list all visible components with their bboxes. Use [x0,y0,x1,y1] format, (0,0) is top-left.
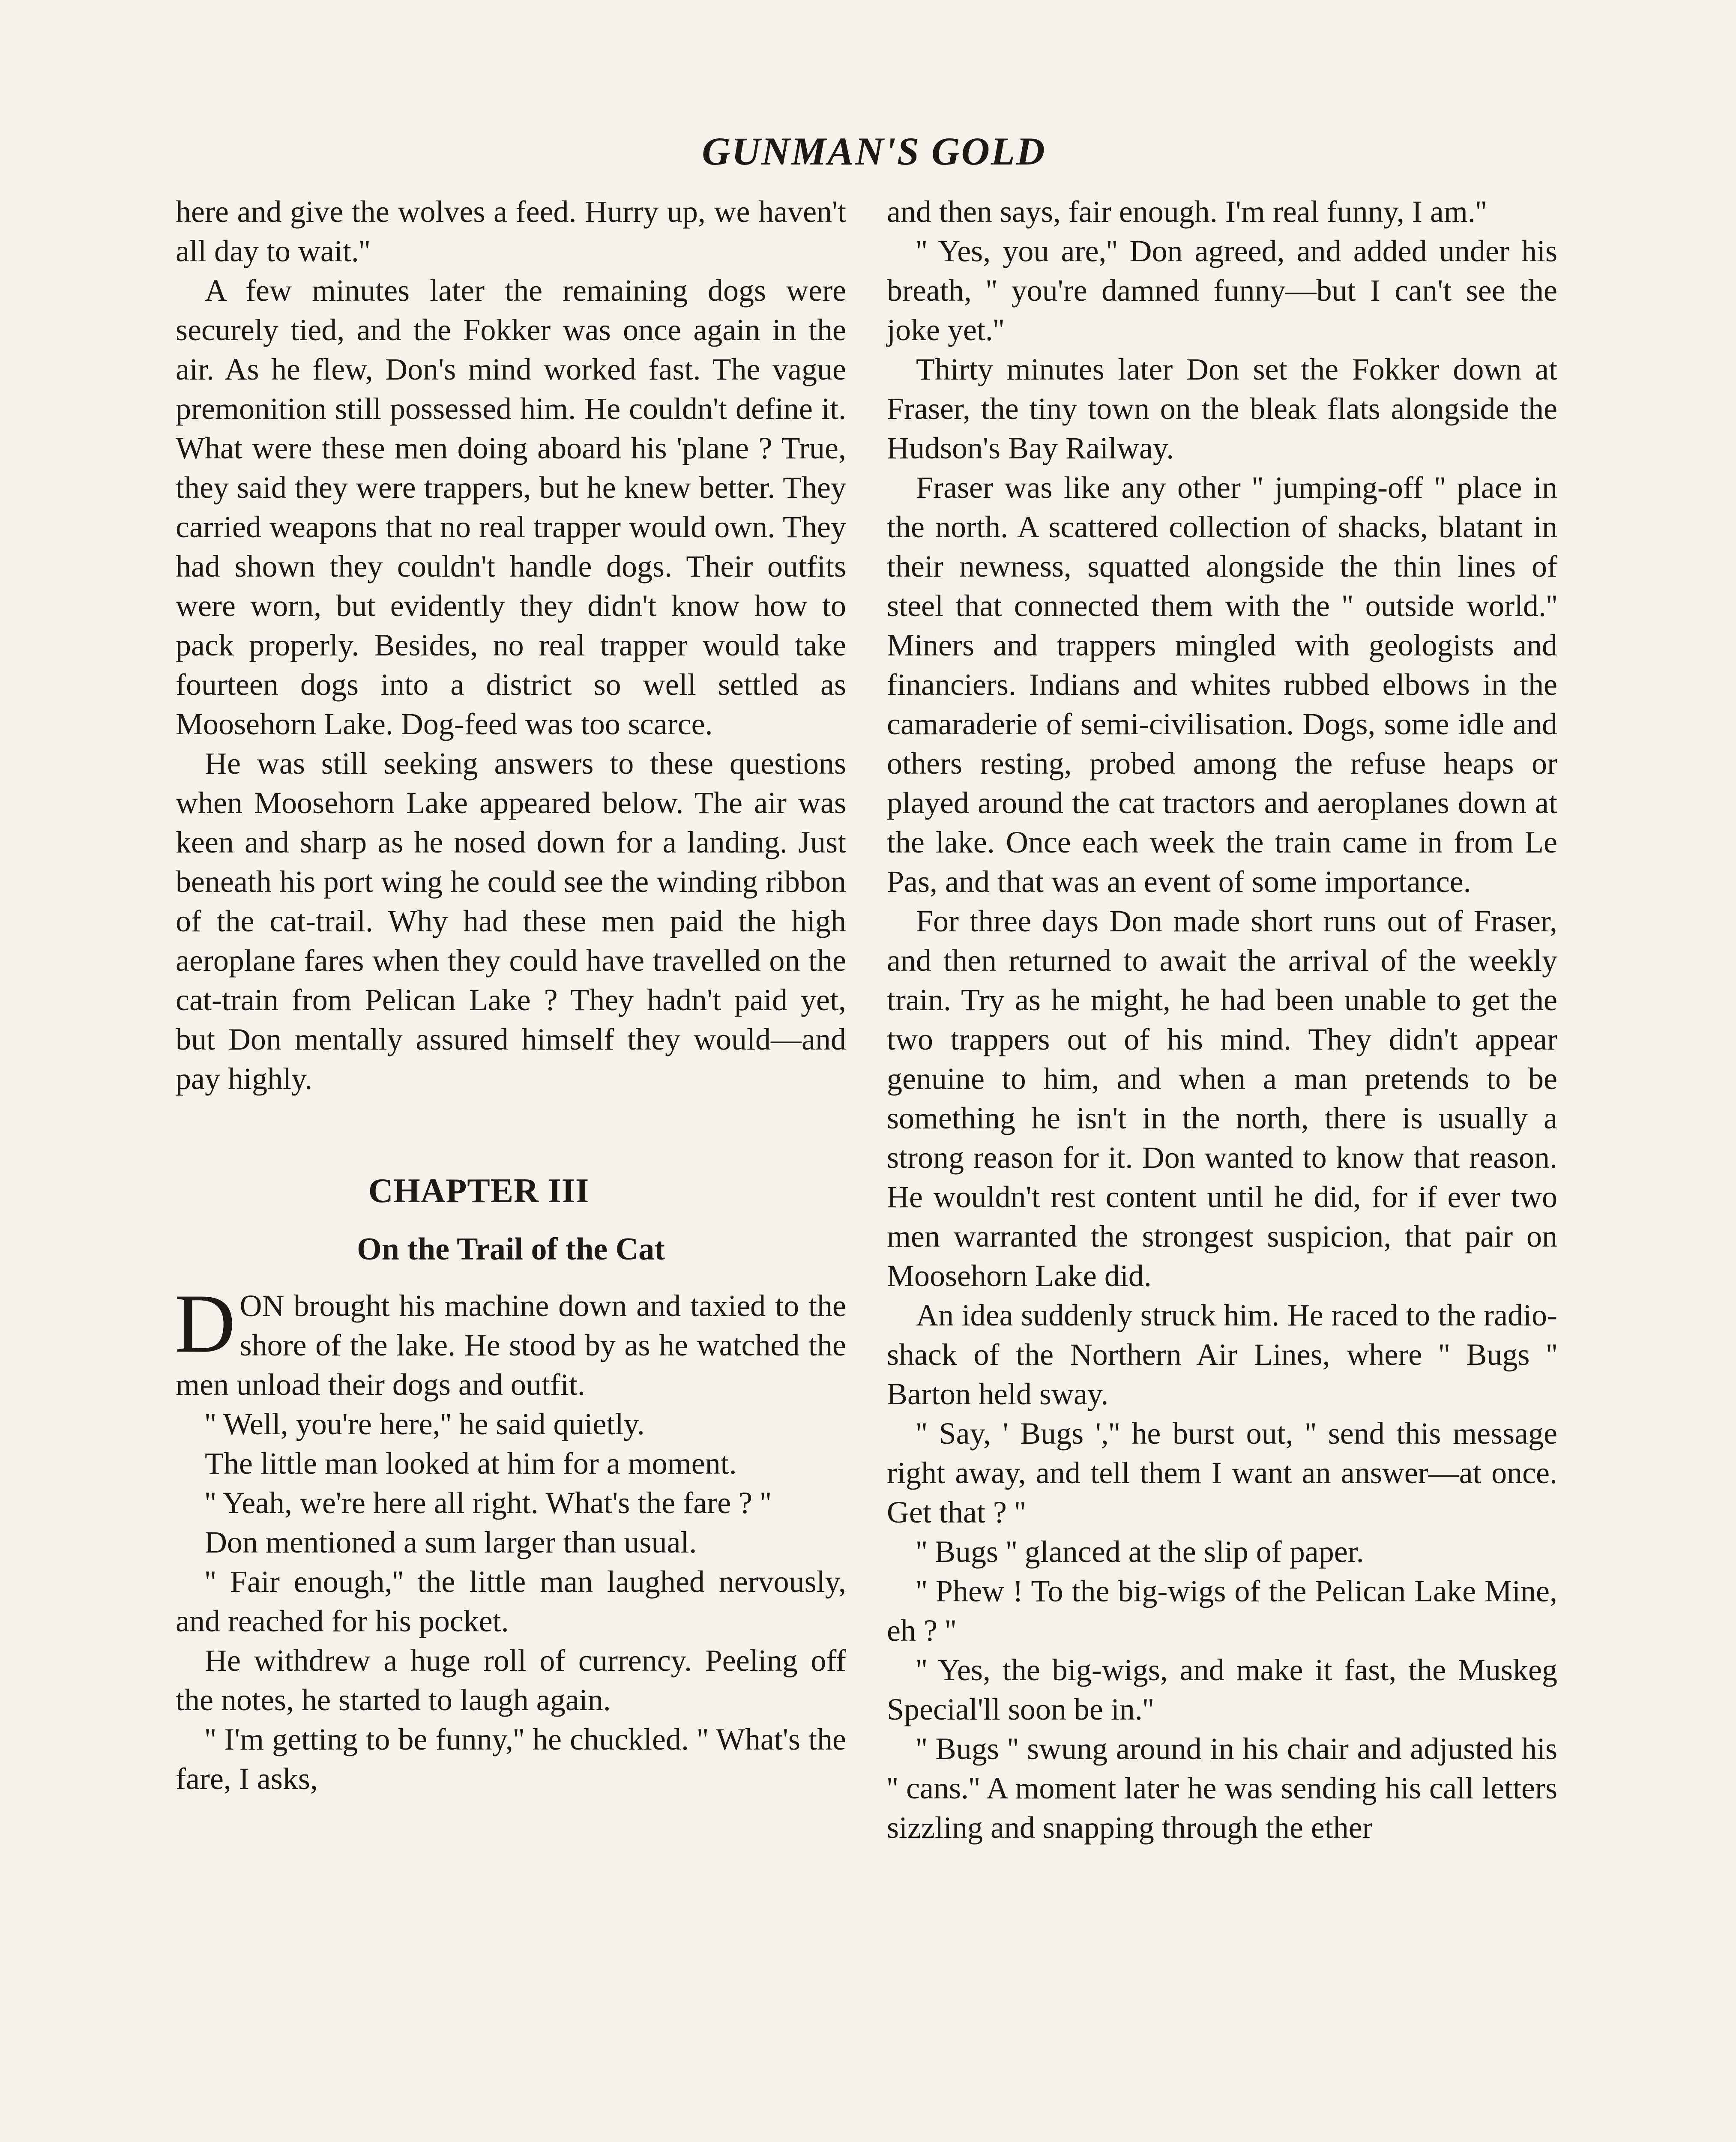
paragraph: '' Bugs '' glanced at the slip of paper. [916,1535,1364,1569]
paragraph: Don mentioned a sum larger than usual. [205,1525,697,1559]
paragraph: He withdrew a huge roll of currency. Peeling off the notes, he started to laugh again. [176,1643,846,1717]
paragraph: The little man looked at him for a moment. [205,1446,737,1481]
paragraph-text: ON brought his machine down and taxied to the shore of the lake. He stood by as he watched the men unload their dogs and outfit. [176,1289,846,1402]
paragraph: '' Yes, the big-wigs, and make it fast, the Muskeg Special'll soon be in.'' [887,1653,1557,1726]
running-head: GUNMAN'S GOLD [702,129,1046,173]
paragraph: Thirty minutes later Don set the Fokker down at Fraser, the tiny town on the bleak flats alongside the Hudson's Bay Railway. [887,352,1557,465]
right-column [887,192,1557,1847]
paragraph: '' Fair enough,'' the little man laughed nervously, and reached for his pocket. [176,1565,846,1638]
chapter-heading: CHAPTER III [368,1172,590,1210]
paragraph: For three days Don made short runs out of Fraser, and then returned to await the arrival of the weekly train. Try as he might, he had been unable to get the two trappers out of his mind. They didn't appear genuine to him, and when a man pretends to be something he isn't in the north, there is usually a strong reason for it. Don wanted to know that reason. He wouldn't rest content until he did, for if ever two men warranted the strongest suspicion, that pair on Moosehorn Lake did. [887,904,1557,1293]
paragraph: An idea suddenly struck him. He raced to the radio-shack of the Northern Air Lines, where '' Bugs '' Barton held sway. [887,1298,1557,1411]
paragraph: '' Phew ! To the big-wigs of the Pelican Lake Mine, eh ? '' [887,1574,1557,1648]
paragraph: '' Yeah, we're here all right. What's the fare ? '' [205,1486,772,1520]
paragraph: here and give the wolves a feed. Hurry up, we haven't all day to wait.'' [176,194,846,268]
paragraph: '' I'm getting to be funny,'' he chuckled. '' What's the fare, I asks, [176,1722,846,1796]
paragraph: Fraser was like any other '' jumping-off '' place in the north. A scattered collection of shacks, blatant in their newness, squatted alongside the thin lines of steel that connected them with the '' outside world.'' Miners and trappers mingled with geologists and financiers. Indians and whites rubbed elbows in the camaraderie of semi-civilisation. Dogs, some idle and others resting, probed among the refuse heaps or played around the cat tractors and aeroplanes down at the lake. Once each week the train came in from Le Pas, and that was an event of some importance. [887,470,1557,899]
chapter-subtitle: On the Trail of the Cat [357,1232,665,1267]
left-column [176,192,846,1798]
drop-cap: D [175,1277,236,1370]
paragraph: '' Bugs '' swung around in his chair and adjusted his '' cans.'' A moment later he was sending his call letters sizzling and snapping through the ether [887,1732,1557,1845]
paragraph: '' Well, you're here,'' he said quietly. [205,1407,645,1441]
paragraph: '' Yes, you are,'' Don agreed, and added under his breath, '' you're damned funny—but I can't see the joke yet.'' [887,234,1557,347]
paragraph: '' Say, ' Bugs ','' he burst out, '' send this message right away, and tell them I want an answer—at once. Get that ? '' [887,1416,1557,1529]
paragraph: and then says, fair enough. I'm real funny, I am.'' [887,194,1487,229]
chapter-opening-paragraph [175,1277,846,1404]
paragraph: He was still seeking answers to these questions when Moosehorn Lake appeared below. The air was keen and sharp as he nosed down for a landing. Just beneath his port wing he could see the winding ribbon of the cat-trail. Why had these men paid the high aeroplane fares when they could have travelled on the cat-train from Pelican Lake ? They hadn't paid yet, but Don mentally assured himself they would—and pay highly. [176,746,846,1096]
paragraph: A few minutes later the remaining dogs were securely tied, and the Fokker was once again in the air. As he flew, Don's mind worked fast. The vague premonition still possessed him. He couldn't define it. What were these men doing aboard his 'plane ? True, they said they were trappers, but he knew better. They carried weapons that no real trapper would own. They had shown they couldn't handle dogs. Their outfits were worn, but evidently they didn't know how to pack properly. Besides, no real trapper would take fourteen dogs into a district so well settled as Moosehorn Lake. Dog-feed was too scarce. [176,273,846,741]
